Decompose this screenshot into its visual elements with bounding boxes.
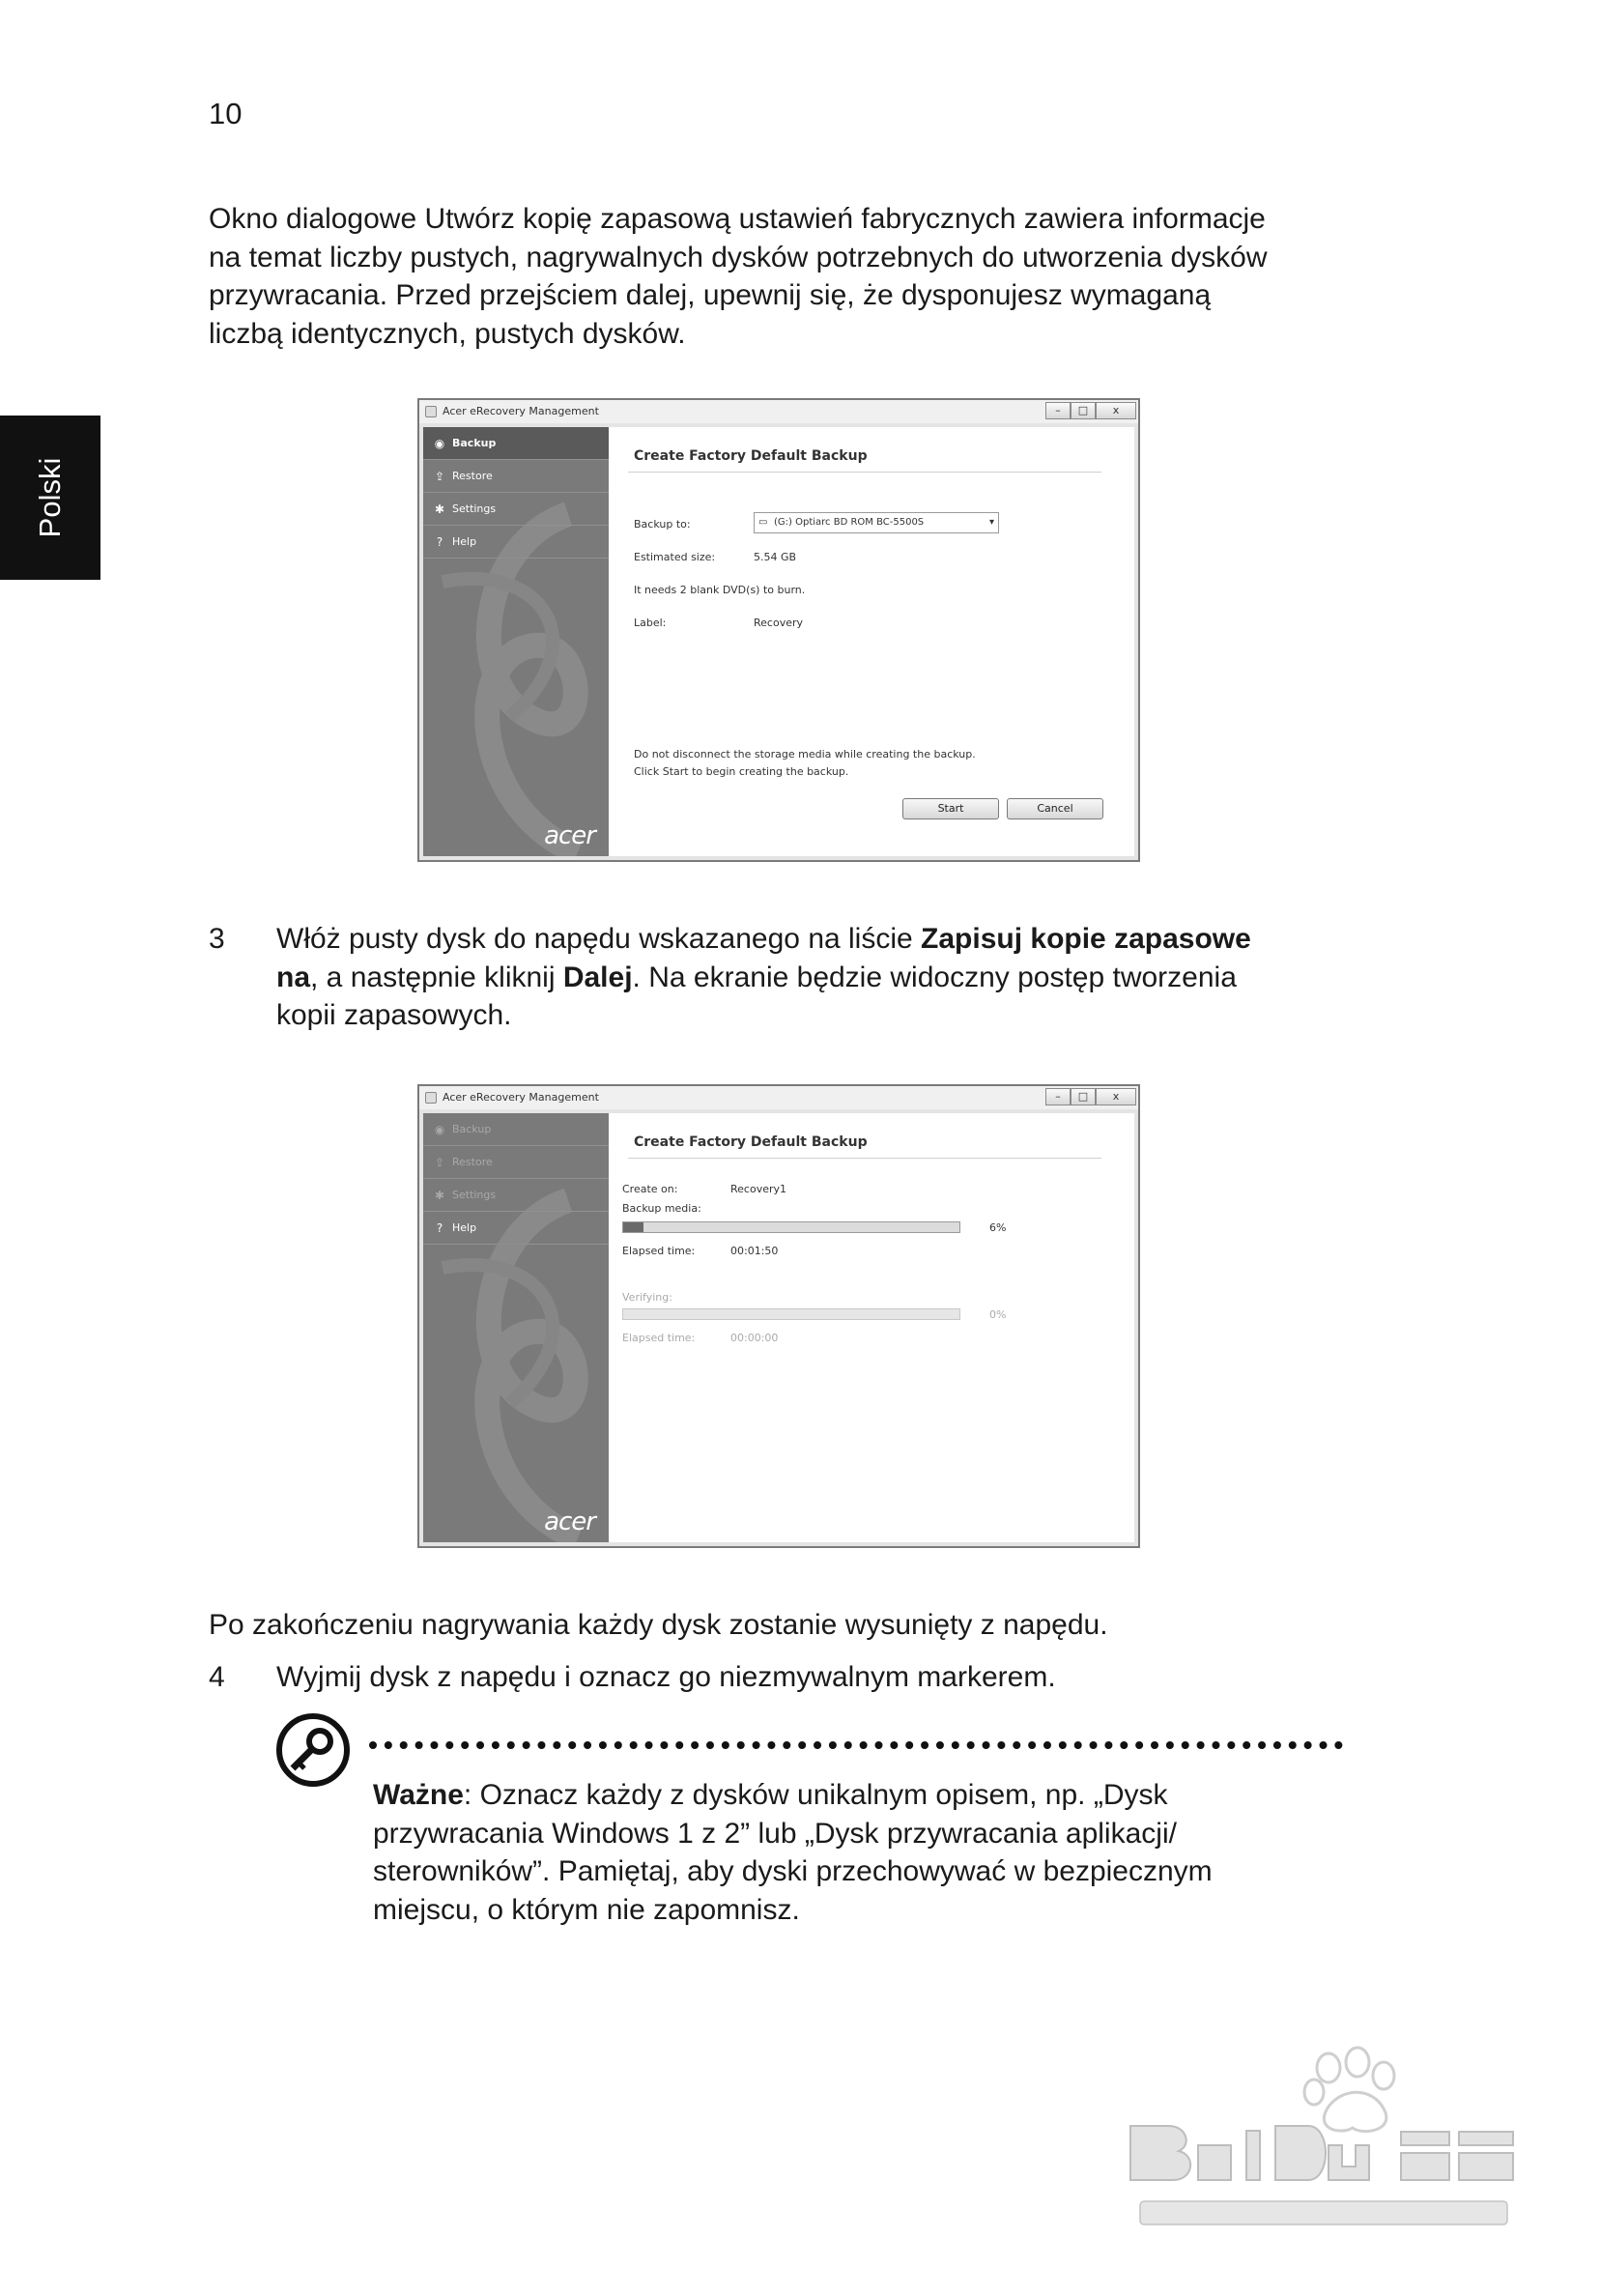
restore-icon: ⇪ (434, 1156, 445, 1169)
screenshot-backup-dialog (417, 398, 1140, 862)
sidebar-item-label: Settings (452, 502, 497, 515)
sidebar-item-label: Settings (452, 1189, 497, 1201)
elapsed-time-value: 00:01:50 (730, 1245, 779, 1257)
warning-line: Do not disconnect the storage media while creating the backup. (634, 748, 976, 761)
help-icon: ? (436, 535, 443, 549)
content-panel (609, 1113, 1134, 1542)
app-icon (425, 406, 437, 417)
intro-line: na temat liczby pustych, nagrywalnych dysków potrzebnych do utworzenia dysków (209, 241, 1268, 273)
panel-heading: Create Factory Default Backup (634, 1134, 868, 1150)
sidebar-item-help[interactable] (423, 1212, 609, 1245)
step3-bold-option: Zapisuj kopie zapasowe (921, 923, 1251, 955)
backup-to-select[interactable] (754, 512, 999, 533)
note-text-part: : Oznacz każdy z dysków unikalnym opisem, np. „Dysk (463, 1779, 1168, 1811)
note-text-part: miejscu, o którym nie zapomnisz. (373, 1893, 800, 1926)
heading-divider (628, 472, 1101, 473)
maximize-button[interactable]: □ (1071, 402, 1096, 419)
gear-icon: ✱ (434, 502, 445, 516)
screenshot-backup-progress (417, 1084, 1140, 1548)
language-tab (0, 416, 100, 580)
start-button[interactable]: Start (902, 798, 999, 819)
sidebar-item-label: Backup (452, 1123, 492, 1135)
backup-to-value: (G:) Optiarc BD ROM BC-5500S (774, 517, 925, 528)
maximize-button[interactable]: □ (1071, 1088, 1096, 1105)
sidebar-item-label: Backup (452, 437, 497, 449)
estimated-size-label: Estimated size: (634, 551, 716, 563)
verifying-label: Verifying: (622, 1291, 672, 1304)
step3-text-part: , a następnie kliknij (310, 961, 563, 993)
minimize-button[interactable]: – (1045, 402, 1071, 419)
estimated-size-value: 5.54 GB (754, 551, 797, 563)
title-bar (419, 400, 1138, 423)
intro-line: przywracania. Przed przejściem dalej, upewnij się, że dysponujesz wymaganą (209, 279, 1212, 311)
label-label: Label: (634, 617, 667, 629)
intro-line: Okno dialogowe Utwórz kopię zapasową ustawień fabrycznych zawiera informacje (209, 203, 1266, 235)
verify-percent: 0% (989, 1308, 1007, 1321)
after-paragraph: Po zakończeniu nagrywania każdy dysk zostanie wysunięty z napędu. (209, 1609, 1108, 1641)
window-title: Acer eRecovery Management (443, 1091, 599, 1104)
help-icon: ? (436, 1221, 443, 1235)
chevron-down-icon: ▾ (988, 517, 994, 528)
sidebar-item-backup[interactable] (423, 427, 609, 460)
label-value: Recovery (754, 617, 804, 629)
backup-percent: 6% (989, 1221, 1007, 1234)
acer-logo: acer (544, 821, 595, 850)
sidebar-item-restore (423, 1146, 609, 1179)
app-icon (425, 1092, 437, 1104)
close-button[interactable]: x (1096, 1088, 1136, 1105)
sidebar-item-help[interactable] (423, 526, 609, 559)
baidu-watermark-logo (1121, 2039, 1527, 2232)
sidebar (423, 427, 609, 856)
disc-icon: ◉ (434, 1123, 445, 1136)
sidebar-item-restore[interactable] (423, 460, 609, 493)
language-tab-label: Polski (33, 457, 67, 538)
sidebar-item-label: Help (452, 1221, 477, 1234)
title-bar (419, 1086, 1138, 1109)
drive-icon: ▭ (758, 517, 768, 528)
intro-line: liczbą identycznych, pustych dysków. (209, 317, 686, 350)
heading-divider (628, 1158, 1101, 1159)
sidebar-item-settings[interactable] (423, 493, 609, 526)
step3-text-part: Włóż pusty dysk do napędu wskazanego na liście (276, 923, 922, 955)
backup-to-label: Backup to: (634, 518, 691, 531)
intro-paragraph (209, 200, 1268, 353)
page-number: 10 (209, 97, 243, 130)
step3-bold-option: na (276, 961, 311, 993)
needs-text: It needs 2 blank DVD(s) to burn. (634, 584, 806, 596)
step-number: 3 (209, 923, 225, 955)
backup-progress-fill (623, 1222, 643, 1232)
create-on-value: Recovery1 (730, 1183, 787, 1195)
disc-icon: ◉ (434, 437, 445, 450)
note-bold-label: Ważne (373, 1779, 464, 1811)
elapsed-time-label: Elapsed time: (622, 1332, 696, 1344)
step3-text-part: kopii zapasowych. (276, 999, 512, 1031)
note-divider (369, 1741, 1343, 1751)
window-title: Acer eRecovery Management (443, 405, 599, 417)
content-panel (609, 427, 1134, 856)
elapsed-time-label: Elapsed time: (622, 1245, 696, 1257)
verify-progress-bar (622, 1308, 960, 1320)
sidebar-item-label: Restore (452, 1156, 493, 1168)
step3-text (276, 920, 1349, 1035)
step4-text: Wyjmij dysk z napędu i oznacz go niezmywalnym markerem. (276, 1661, 1056, 1693)
backup-media-label: Backup media: (622, 1202, 701, 1215)
sidebar (423, 1113, 609, 1542)
warning-line: Click Start to begin creating the backup. (634, 765, 849, 778)
acer-logo: acer (544, 1507, 595, 1536)
note-text-part: sterowników”. Pamiętaj, aby dyski przechowywać w bezpiecznym (373, 1855, 1213, 1887)
backup-progress-bar (622, 1221, 960, 1233)
restore-icon: ⇪ (434, 470, 445, 483)
cancel-button[interactable]: Cancel (1007, 798, 1103, 819)
note-text (373, 1776, 1213, 1929)
close-button[interactable]: x (1096, 402, 1136, 419)
note-text-part: przywracania Windows 1 z 2” lub „Dysk przywracania aplikacji/ (373, 1817, 1177, 1850)
gear-icon: ✱ (434, 1189, 445, 1202)
step3-text-part: . Na ekranie będzie widoczny postęp tworzenia (632, 961, 1237, 993)
create-on-label: Create on: (622, 1183, 678, 1195)
sidebar-item-settings (423, 1179, 609, 1212)
key-icon (275, 1712, 351, 1788)
sidebar-item-backup (423, 1113, 609, 1146)
step3-bold-button-name: Dalej (562, 961, 633, 993)
sidebar-item-label: Help (452, 535, 477, 548)
minimize-button[interactable]: – (1045, 1088, 1071, 1105)
panel-heading: Create Factory Default Backup (634, 448, 868, 464)
sidebar-item-label: Restore (452, 470, 493, 482)
step-number: 4 (209, 1661, 225, 1693)
elapsed-time-value: 00:00:00 (730, 1332, 779, 1344)
